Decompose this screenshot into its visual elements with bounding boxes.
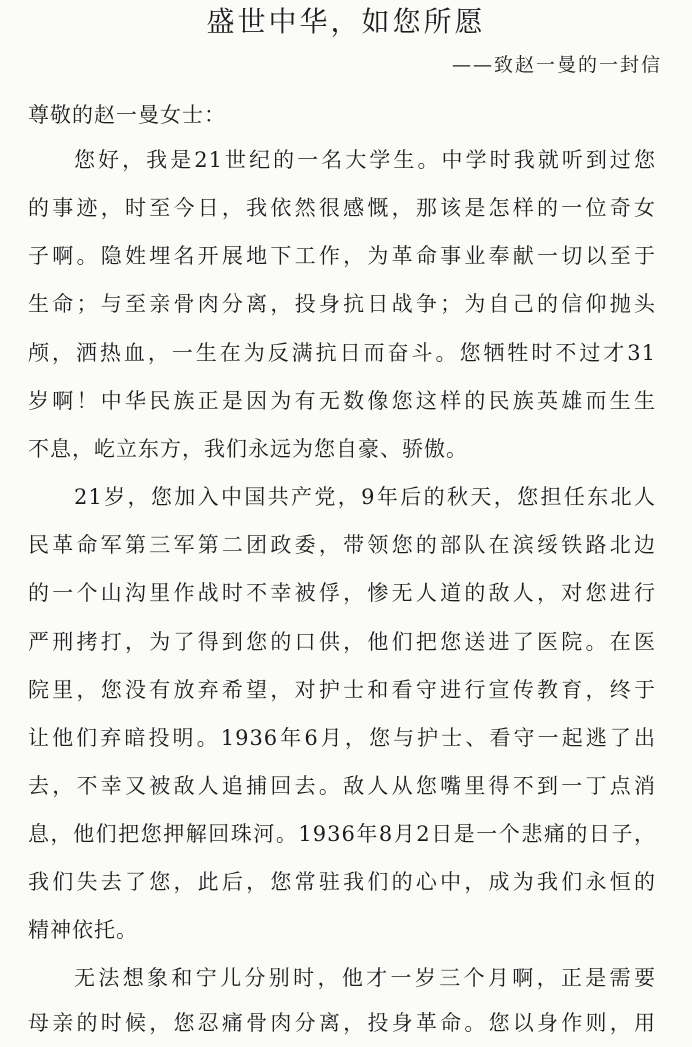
paragraph-line: 让他们弃暗投明。1936年6月，您与护士、看守一起逃了出 <box>28 726 656 750</box>
paragraph-line: 息，他们把您押解回珠河。1936年8月2日是一个悲痛的日子， <box>28 822 656 846</box>
paragraph-line: 您好，我是21世纪的一名大学生。中学时我就听到过您 <box>74 148 656 172</box>
paragraph-line: 21岁，您加入中国共产党，9年后的秋天，您担任东北人 <box>74 485 656 509</box>
letter-subtitle: ——致赵一曼的一封信 <box>451 54 662 76</box>
paragraph-line: 严刑拷打，为了得到您的口供，他们把您送进了医院。在医 <box>28 630 656 654</box>
paragraph-line: 的事迹，时至今日，我依然很感慨，那该是怎样的一位奇女 <box>28 196 656 220</box>
paragraph-line: 岁啊！中华民族正是因为有无数像您这样的民族英雄而生生 <box>28 389 656 413</box>
paragraph-line: 不息，屹立东方，我们永远为您自豪、骄傲。 <box>28 437 468 461</box>
paragraph-line: 子啊。隐姓埋名开展地下工作，为革命事业奉献一切以至于 <box>28 244 656 268</box>
letter-title: 盛世中华，如您所愿 <box>206 5 486 38</box>
paragraph-line: 生命；与至亲骨肉分离，投身抗日战争；为自己的信仰抛头 <box>28 292 656 316</box>
salutation: 尊敬的赵一曼女士： <box>28 103 226 127</box>
paragraph-line: 民革命军第三军第二团政委，带领您的部队在滨绥铁路北边 <box>28 533 656 557</box>
paragraph-line: 精神依托。 <box>28 918 138 942</box>
paragraph-line: 无法想象和宁儿分别时，他才一岁三个月啊，正是需要 <box>74 966 656 990</box>
paragraph-line: 母亲的时候，您忍痛骨肉分离，投身革命。您以身作则，用 <box>28 1011 656 1035</box>
paragraph-line: 院里，您没有放弃希望，对护士和看守进行宣传教育，终于 <box>28 678 656 702</box>
paragraph-line: 的一个山沟里作战时不幸被俘，惨无人道的敌人，对您进行 <box>28 581 656 605</box>
paragraph-line: 去，不幸又被敌人追捕回去。敌人从您嘴里得不到一丁点消 <box>28 774 656 798</box>
paragraph-line: 颅，洒热血，一生在为反满抗日而奋斗。您牺牲时不过才31 <box>28 341 656 365</box>
paragraph-line: 我们失去了您，此后，您常驻我们的心中，成为我们永恒的 <box>28 870 656 894</box>
